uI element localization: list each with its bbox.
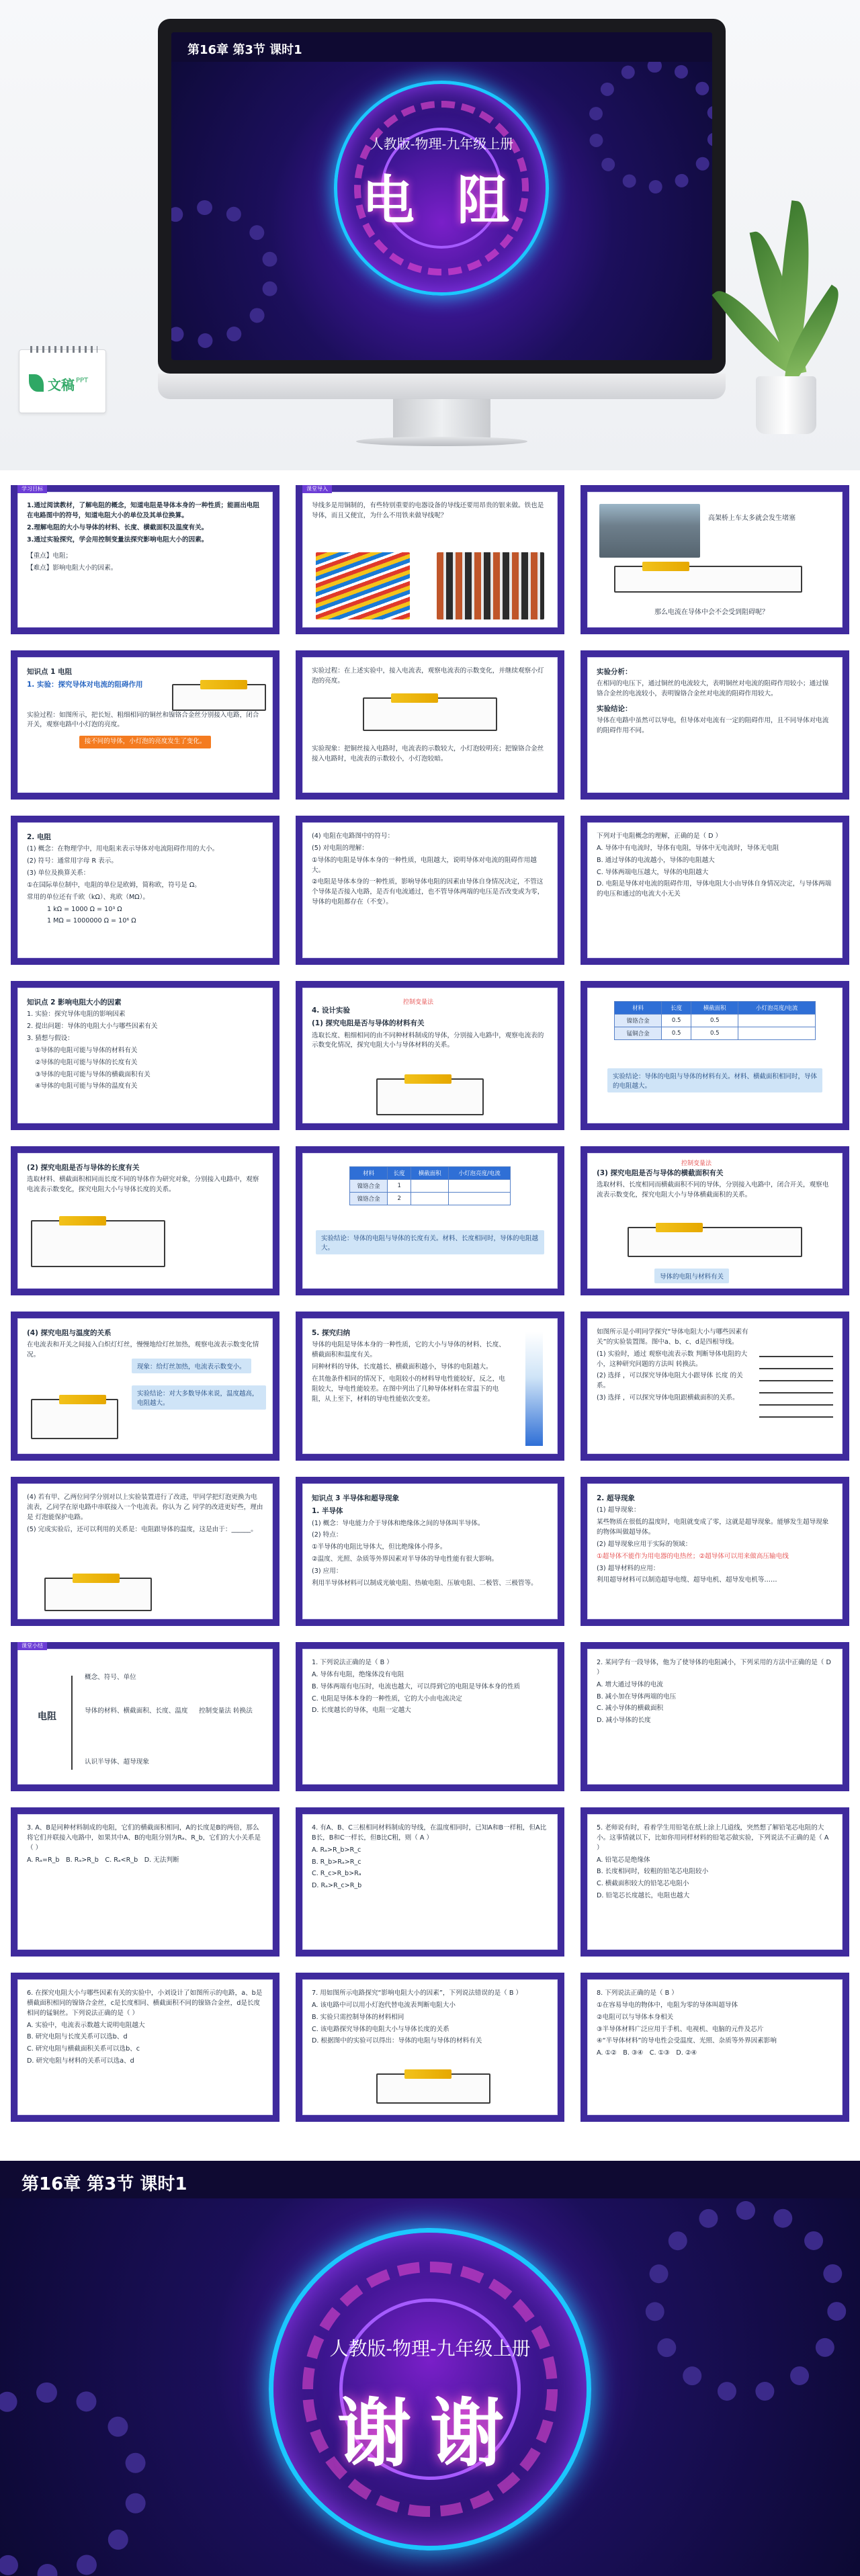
slide-knowledge1 xyxy=(11,650,280,800)
question: 3. A、B是同种材料制成的电阻，它们的横截面积相同，A的长度是B的两倍，那么将它们并联接入电路中，如果其中A、B的电阻分别为Rₐ、R_b，它们的大小关系是（ ） xyxy=(27,1824,261,1852)
option: ④“半导体材料”的导电性会受温度、光照、杂质等外界因素影响 xyxy=(597,2037,777,2045)
lesson-title: 电 阻 xyxy=(361,171,522,231)
slide-temperature xyxy=(11,1312,280,1461)
line: (1) 概念：导电能力介于导体和绝缘体之间的导体叫半导体。 xyxy=(312,1519,484,1527)
option: D. 根据图中的实验可以得出：导体的电阻与导体的材料有关 xyxy=(312,2037,482,2045)
wire-board-diagram xyxy=(759,1345,833,1419)
slide-body xyxy=(597,832,833,902)
slide-exercise-5 xyxy=(580,1807,849,1957)
objective-line: 3.通过实验探究，学会用控制变量法探究影响电阻大小的因素。 xyxy=(27,535,208,544)
slide-semiconductor xyxy=(296,1477,564,1626)
line: 2. 提出问题：导体的电阻大小与哪些因素有关 xyxy=(27,1023,158,1031)
option: ①在容易导电的物体中，电阻为零的导体叫超导体 xyxy=(597,2001,738,2009)
slide-exercise-7 xyxy=(296,1973,564,2122)
thanks-topbar xyxy=(0,2161,860,2198)
option: D. 减小导体的长度 xyxy=(597,1717,651,1725)
line: (1) 概念：在物理学中，用电阻来表示导体对电流阻碍作用的大小。 xyxy=(27,845,219,853)
slide-design-length xyxy=(11,1146,280,1295)
slide-exercise-1 xyxy=(296,1642,564,1791)
slide-body xyxy=(27,1989,263,2069)
slide-body xyxy=(312,1989,548,2049)
experiment-process: 实验过程：在上述实验中，接入电流表，观察电流表的示数变化，并继续观察小灯泡的亮度。 xyxy=(312,667,544,685)
slide-ammeter-exp xyxy=(296,650,564,800)
option: C. 电阻是导体本身的一种性质，它的大小由电流决定 xyxy=(312,1694,462,1703)
section-chip: 学习目标 xyxy=(17,485,47,493)
thanks-title: 谢谢 xyxy=(337,2391,523,2477)
line: ①导体的电阻可能与导体的材料有关 xyxy=(35,1046,138,1054)
option: A. 实验中，电流表示数越大说明电阻越大 xyxy=(27,2021,145,2029)
desk-calendar xyxy=(19,349,106,413)
slide-resistance-def xyxy=(11,816,280,965)
table-cell: 1 xyxy=(388,1180,411,1193)
analysis-heading: 实验分析： xyxy=(597,668,632,676)
analysis-text: 在相同的电压下，通过铜丝的电流较大，表明铜丝对电流的阻碍作用较小；通过镍铬合金丝的电流较小，表明镍铬合金丝对电流的阻碍作用较大。 xyxy=(597,680,829,698)
option: D. 铅笔芯长度越长，电阻也越大 xyxy=(597,1892,690,1900)
slide-analysis xyxy=(580,650,849,800)
line: (4) 电阻在电路图中的符号： xyxy=(312,832,394,840)
table-cell: 0.5 xyxy=(662,1027,691,1040)
knowledge-title: 知识点 1 电阻 xyxy=(27,668,73,676)
question: 6. 在探究电阻大小与哪些因素有关的实验中，小刘设计了如图所示的电路，a、b是横截面积相同的镍铬合金丝，c是长度相同、横截面积不同的镍铬合金丝，d是长度相同的锰铜丝。下列说法正确的是（ ） xyxy=(27,1989,263,2017)
line: (2) 探究电阻是否与导体的长度有关 xyxy=(27,1164,140,1172)
option: A. Rₐ=R_b B. Rₐ>R_b C. Rₐ<R_b D. 无法判断 xyxy=(27,1856,179,1864)
slide-body xyxy=(312,667,548,689)
question: 1. 下列说法正确的是（ B ） xyxy=(312,1659,393,1666)
table-cell: 0.5 xyxy=(691,1015,738,1027)
option: A. Rₐ>R_b>R_c xyxy=(312,1846,361,1854)
table-cell: 0.5 xyxy=(691,1027,738,1040)
slide-body xyxy=(27,1162,263,1197)
method-label: 控制变量法 xyxy=(403,999,434,1006)
course-subtitle: 人教版-物理-九年级上册 xyxy=(329,2337,531,2360)
slide-exercise-8 xyxy=(580,1973,849,2122)
slide-body xyxy=(312,744,548,767)
slide-body xyxy=(27,832,263,929)
question: 下列对于电阻概念的理解，正确的是（ D ） xyxy=(597,832,722,840)
line: 选取长度、粗细相同的由不同种材料制成的导体，分别接入电路中，观察电流表的示数变化情况，探究电阻大小与导体材料的关系。 xyxy=(312,1031,544,1049)
slide-exercise-6 xyxy=(11,1973,280,2122)
slide-body xyxy=(27,501,263,576)
section-chip: 课堂小结 xyxy=(17,1642,47,1650)
line: 导体的电阻是导体本身的一种性质，它的大小与导体的材料、长度、横截面积和温度有关。 xyxy=(312,1341,505,1359)
slide-body xyxy=(597,1658,833,1728)
option: B. 通过导体的电流越小，导体的电阻越大 xyxy=(597,856,715,864)
line: 选取材料、横截面积相同而长度不同的导体作为研究对象，分别接入电路中，观察电流表示数变化，探究电阻大小与导体长度的关系。 xyxy=(27,1176,259,1194)
table-cell: 0.5 xyxy=(662,1015,691,1027)
knowledge-title: 知识点 2 影响电阻大小的因素 xyxy=(27,998,122,1006)
slide-resistance-symbol xyxy=(296,816,564,965)
line: (5) 完成实验后，还可以利用的关系是：电阻跟导体的温度，这是由于：______。 xyxy=(27,1525,257,1533)
table-cell xyxy=(411,1180,449,1193)
slide-body xyxy=(27,1328,263,1363)
circuit-diagram xyxy=(31,1220,165,1267)
slide-body xyxy=(312,501,548,523)
wire-photo xyxy=(316,552,410,619)
line: (2) 特点： xyxy=(312,1531,343,1539)
line: 如图所示是小明同学探究“导体电阻大小与哪些因素有关”的实验装置图。图中a、b、c、d是四根导线。 xyxy=(597,1328,748,1346)
table-header: 长度 xyxy=(388,1167,411,1180)
question: 8. 下列说法正确的是（ B ） xyxy=(597,1989,678,1997)
section-chip: 课堂导入 xyxy=(302,485,332,493)
conclusion-text: 实验结论：导体的电阻与导体的长度有关。材料、长度相同时，导体的电阻越大。 xyxy=(316,1230,544,1254)
line: (3) 超导材料的应用： xyxy=(597,1564,660,1572)
circuit-diagram xyxy=(628,1227,802,1257)
option: A. 铅笔芯是绝缘体 xyxy=(597,1856,650,1864)
screen-topbar xyxy=(171,32,712,62)
conclusion-text: 实验结论：导体的电阻与导体的材料有关。材料、横截面积相同时，导体的电阻越大。 xyxy=(607,1068,822,1092)
monitor xyxy=(158,19,726,374)
option: ③半导体材料广泛应用于手机、电视机、电脑的元件及芯片 xyxy=(597,2025,764,2033)
method-label: 控制变量法 xyxy=(681,1160,712,1167)
line: (4) 探究电阻与温度的关系 xyxy=(27,1329,112,1337)
slide-body xyxy=(597,1168,833,1203)
conclusion-heading: 实验结论： xyxy=(597,704,632,713)
option: D. 长度越长的导体，电阻一定越大 xyxy=(312,1707,411,1715)
experiment-phenomenon: 实验现象：把铜丝接入电路时，电流表的示数较大，小灯泡较明亮；把镍铬合金丝接入电路时，电流表的示数较小，小灯泡较暗。 xyxy=(312,745,544,763)
option: B. 导体两端有电压时，电流也越大，可以得到它的电阻是导体本身的性质 xyxy=(312,1682,521,1690)
table-header: 横截面积 xyxy=(691,1002,738,1015)
option: D. 研究电阻与材料的关系可以选a、d xyxy=(27,2057,134,2065)
experiment-title: 1. 实验：探究导体对电流的阻碍作用 xyxy=(27,681,143,689)
line: 1. 实验：探究导体电阻的影响因素 xyxy=(27,1011,126,1019)
option: B. 实验只需控制导体的材料相同 xyxy=(312,2013,404,2021)
question: 7. 用如图所示电路探究“影响电阻大小的因素”，下列说法错误的是（ B ） xyxy=(312,1989,523,1997)
line: ③导体的电阻可能与导体的横截面积有关 xyxy=(35,1070,150,1078)
option: A. 导体中有电流时，导体有电阻，导体中无电流时，导体无电阻 xyxy=(597,844,779,852)
table-header: 长度 xyxy=(662,1002,691,1015)
mindmap-root: 电阻 xyxy=(38,1711,56,1722)
mindmap-item: 认识半导体、超导现象 xyxy=(85,1758,149,1766)
traffic-photo xyxy=(599,504,700,558)
line: 2. 超导现象 xyxy=(597,1494,635,1502)
option: A. 导体有电阻，绝缘体没有电阻 xyxy=(312,1670,404,1678)
chapter-label: 第16章 第3节 课时1 xyxy=(187,43,302,57)
slide-body xyxy=(27,1493,263,1537)
slide-exercise-4 xyxy=(296,1807,564,1957)
line: (1) 超导现象： xyxy=(597,1506,640,1514)
key-point: 【重点】电阻； xyxy=(27,552,73,560)
slide-body xyxy=(27,997,263,1094)
line: 常用的单位还有千欧（kΩ）、兆欧（MΩ）。 xyxy=(27,893,149,901)
line: (3) 探究电阻是否与导体的横截面积有关 xyxy=(597,1169,724,1177)
line: ①在国际单位制中，电阻的单位是欧姆，简称欧，符号是 Ω。 xyxy=(27,881,201,889)
line: ①超导体不能作为用电器的电热丝；②超导体可以用来做高压输电线 xyxy=(597,1552,789,1560)
gear-decoration-right xyxy=(645,2201,847,2403)
table-header: 小灯泡亮度/电流 xyxy=(449,1167,511,1180)
table-cell: 镍铬合金 xyxy=(350,1180,388,1193)
slide-body xyxy=(312,1493,548,1591)
line: ②导体的电阻可能与导体的长度有关 xyxy=(35,1058,138,1066)
question: 4. 有A、B、C三根相同材料制成的导线，在温度相同时，已知A和B一样粗，但A比B长，B和C一样长，但B比C粗，则（ A ） xyxy=(312,1824,547,1842)
objective-line: 1.通过阅读教材，了解电阻的概念，知道电阻是导体本身的一种性质；能画出电阻在电路图中的符号，知道电阻大小的单位及其单位换算。 xyxy=(27,502,260,519)
conclusion-box xyxy=(132,1385,266,1410)
slide-design-material xyxy=(296,981,564,1130)
thanks-slide xyxy=(0,2161,860,2576)
intro-question: 导线多是用铜制的，有些特别重要的电器设备的导线还要用昂贵的银来做。铁也是导体，而且又便宜，为什么不用铁来做导线呢？ xyxy=(312,502,544,519)
line: (5) 对电阻的理解： xyxy=(312,844,368,852)
slide-objectives xyxy=(11,485,280,634)
brand-logo: 文稿 xyxy=(48,377,75,393)
monitor-stand xyxy=(393,399,490,439)
line: ①半导体的电阻比导体大，但比绝缘体小得多。 xyxy=(312,1543,447,1551)
option: C. 研究电阻与横截面积关系可以选b、c xyxy=(27,2045,140,2053)
line: 2. 电阻 xyxy=(27,833,51,841)
table-header: 材料 xyxy=(350,1167,388,1180)
option: ②电阻可以与导体本身相关 xyxy=(597,2013,674,2021)
line: 4. 设计实验 xyxy=(312,1006,350,1015)
line: (1) 探究电阻是否与导体的材料有关 xyxy=(312,1019,425,1028)
slide-body xyxy=(312,1658,548,1718)
experiment-process: 实验过程：如图所示，把长短、粗细相同的铜丝和镍铬合金丝分别接入电路，闭合开关，观察电路中小灯泡的亮度。 xyxy=(27,711,259,729)
line: ②电阻是导体本身的一种性质，影响导体电阻的因素由导体自身情况决定，不管这个导体是否接入电路，是否有电流通过，也不管导体两端的电压是否改变或为零，导体的电阻都存在（不变）。 xyxy=(312,878,544,906)
circuit-diagram xyxy=(31,1399,118,1439)
monitor-base xyxy=(356,437,527,446)
option: A. 增大通过导体的电流 xyxy=(597,1680,663,1688)
line: 选取材料、长度相同而横截面积不同的导体，分别接入电路中，闭合开关，观察电流表示数变化，探究电阻大小与导体横截面积的关系。 xyxy=(597,1181,829,1199)
difficult-point: 【难点】影响电阻大小的因素。 xyxy=(27,564,118,572)
slide-traffic-analogy xyxy=(580,485,849,634)
circuit-diagram xyxy=(172,684,266,711)
table-cell xyxy=(738,1027,816,1040)
slide-body xyxy=(312,1005,548,1053)
traffic-caption: 高架桥上车太多就会发生堵塞 xyxy=(708,515,796,522)
line: 1 kΩ = 1000 Ω = 10³ Ω xyxy=(47,905,122,913)
monitor-chin xyxy=(158,374,726,399)
line: 利用超导材料可以制造超导电缆、超导电机、超导发电机等…… xyxy=(597,1576,777,1584)
option: C. R_c>R_b>Rₐ xyxy=(312,1870,361,1878)
option: C. 减小导体的横截面积 xyxy=(597,1705,664,1713)
table-cell: 镍铬合金 xyxy=(615,1015,662,1027)
knowledge-title: 知识点 3 半导体和超导现象 xyxy=(312,1494,400,1502)
slide-body xyxy=(27,1823,263,1867)
line: ④导体的电阻可能与导体的温度有关 xyxy=(35,1082,138,1090)
conclusion-box xyxy=(316,1230,544,1254)
line: ②温度、光照、杂质等外界因素对半导体的导电性能有很大影响。 xyxy=(312,1555,499,1563)
option: C. 导体两端电压越大，导体的电阻越大 xyxy=(597,868,709,876)
option: D. Rₐ>R_c>R_b xyxy=(312,1882,362,1890)
line: 利用半导体材料可以制成光敏电阻、热敏电阻、压敏电阻、二极管、三极管等。 xyxy=(312,1579,538,1587)
line: (2) 超导现象应用于实际的领域： xyxy=(597,1540,692,1548)
slide-body xyxy=(312,832,548,910)
table-cell xyxy=(411,1193,449,1205)
table-cell: 2 xyxy=(388,1193,411,1205)
data-table xyxy=(614,1001,816,1040)
option: C. 该电路探究导体的电阻大小与导体长度的关系 xyxy=(312,2025,449,2033)
option: B. 研究电阻与长度关系可以选b、d xyxy=(27,2033,128,2041)
data-table xyxy=(349,1166,511,1205)
slide-body xyxy=(597,1823,833,1903)
table-cell xyxy=(738,1015,816,1027)
line: (3) 选择 ，可以探究导体电阻跟横截面积的关系。 xyxy=(597,1394,739,1402)
option: B. R_b>Rₐ>R_c xyxy=(312,1858,361,1866)
line: (2) 选择 ，可以探究导体电阻大小跟导体 长度 的关系。 xyxy=(597,1372,743,1390)
table-cell xyxy=(449,1180,511,1193)
conclusion-text: 实验结论：对大多数导体来说，温度越高，电阻越大。 xyxy=(132,1385,266,1410)
option: B. 减小加在导体两端的电压 xyxy=(597,1692,677,1701)
line: 1 MΩ = 1000000 Ω = 10⁶ Ω xyxy=(47,917,136,925)
slide-exercise-2 xyxy=(580,1642,849,1791)
line: (3) 单位及换算关系： xyxy=(27,869,90,877)
calendar-rings xyxy=(30,346,97,353)
table-cell: 锰铜合金 xyxy=(615,1027,662,1040)
circuit-diagram xyxy=(376,1078,484,1115)
phenomenon-text: 现象：给灯丝加热，电流表示数变小。 xyxy=(132,1359,251,1373)
line: 某些物质在很低的温度时，电阻就变成了零，这就是超导现象。能够发生超导现象的物体叫做超导体。 xyxy=(597,1518,829,1536)
course-subtitle: 人教版-物理-九年级上册 xyxy=(370,136,514,152)
slide-table-material xyxy=(580,981,849,1130)
leaf-logo-icon xyxy=(29,374,44,392)
slide-body xyxy=(597,667,833,738)
line: 同种材料的导体，长度越长、横截面积越小，导体的电阻越大。 xyxy=(312,1363,492,1371)
question: 5. 老师说有时，看着学生用铅笔在纸上涂上几道线，突然想了解铅笔芯电阻的大小。这事情就以下，比如你用同样材料的铅笔芯做实验，下列说法不正确的是（ A ） xyxy=(597,1824,829,1852)
conductivity-bar xyxy=(525,1332,543,1446)
circuit-diagram xyxy=(376,2073,490,2104)
table-header: 横截面积 xyxy=(411,1167,449,1180)
table-cell: 镍铬合金 xyxy=(350,1193,388,1205)
chapter-label: 第16章 第3节 课时1 xyxy=(22,2174,187,2194)
brand-logo-sub: PPT xyxy=(76,377,89,384)
current-question: 那么电流在导体中会不会受到阻碍呢？ xyxy=(654,609,769,616)
slide-body xyxy=(597,1493,833,1588)
mindmap-branch-line xyxy=(71,1676,73,1770)
option: A. 该电路中可以用小灯泡代替电流表判断电阻大小 xyxy=(312,2001,456,2009)
slide-table-length xyxy=(296,1146,564,1295)
option: B. 长度相同时，较粗的铅笔芯电阻较小 xyxy=(597,1868,709,1876)
table-cell xyxy=(449,1193,511,1205)
objective-line: 2.理解电阻的大小与导体的材料、长度、横截面积及温度有关。 xyxy=(27,523,208,531)
slide-body xyxy=(312,1823,548,1893)
option: A. ①② B. ③④ C. ①③ D. ②④ xyxy=(597,2049,697,2057)
slide-body xyxy=(312,1328,511,1406)
cable-photo xyxy=(437,552,544,619)
monitor-screen xyxy=(171,32,712,360)
mindmap-item: 概念、符号、单位 xyxy=(85,1674,136,1681)
option: C. 横截面积较大的铅笔芯电阻小 xyxy=(597,1880,689,1888)
slide-body xyxy=(597,1989,833,2061)
line: 1. 半导体 xyxy=(312,1507,343,1516)
slide-design-area xyxy=(580,1146,849,1295)
line: 3. 猜想与假设： xyxy=(27,1034,74,1042)
line: (1) 实验时，通过 观察电流表示数 判断导体电阻的大小，这种研究问题的方法叫 转换法。 xyxy=(597,1350,748,1368)
line: (2) 符号：通常用字母 R 表示。 xyxy=(27,857,118,865)
slide-exercise-apparatus xyxy=(580,1312,849,1461)
line: ①导体的电阻是导体本身的一种性质，电阻越大，说明导体对电流的阻碍作用越大。 xyxy=(312,856,537,874)
line: 5. 探究归纳 xyxy=(312,1329,350,1337)
line: 在电流表和开关之间接入白炽灯灯丝，慢慢地给灯丝加热，观察电流表示数变化情况。 xyxy=(27,1341,259,1359)
phenomenon-box xyxy=(132,1359,259,1373)
material-tag: 导体的电阻与材料有关 xyxy=(654,1269,729,1283)
wire-diagram xyxy=(614,566,802,593)
conclusion-box xyxy=(607,1068,822,1092)
slide-summary-factors xyxy=(296,1312,564,1461)
slide-knowledge2 xyxy=(11,981,280,1130)
plant-pot xyxy=(756,376,816,434)
line: 在其他条件相同的情况下，电阻较小的材料导电性能较好，反之，电阻较大，导电性能较差。在图中列出了几种导体材料在常温下的电阻，从上至下，材料的导电性能依次变差。 xyxy=(312,1375,505,1403)
slide-superconductor xyxy=(580,1477,849,1626)
slide-intro xyxy=(296,485,564,634)
table-header: 材料 xyxy=(615,1002,662,1015)
slide-exercise-improve xyxy=(11,1477,280,1626)
title-slide xyxy=(0,0,860,470)
line: (3) 应用： xyxy=(312,1567,343,1575)
circuit-diagram xyxy=(363,697,497,731)
line: (4) 若有甲、乙两位同学分别对以上实验装置进行了改进，甲同学把灯泡更换为电流表，乙同学在原电路中串联接入一个电流表。你认为 乙 同学的改进更好些，理由是 灯泡能保护电路。 xyxy=(27,1494,263,1521)
question: 2. 某同学有一段导体，他为了使导体的电阻减小，下列采用的方法中正确的是（ D ） xyxy=(597,1659,831,1676)
conclusion-text: 导体在电路中虽然可以导电，但导体对电流有一定的阻碍作用，且不同导体对电流的阻碍作用不同。 xyxy=(597,717,829,735)
mindmap-item: 导体的材料、横截面积、长度、温度 xyxy=(85,1707,188,1715)
slide-quiz-concept xyxy=(580,816,849,965)
circuit-diagram xyxy=(44,1578,152,1611)
option: D. 电阻是导体对电流的阻碍作用，导体电阻大小由导体自身情况决定，与导体两端的电压和通过的电流大小无关 xyxy=(597,880,832,898)
table-header: 小灯泡亮度/电流 xyxy=(738,1002,816,1015)
slide-class-summary xyxy=(11,1642,280,1791)
slide-exercise-3 xyxy=(11,1807,280,1957)
slide-body xyxy=(597,1328,755,1406)
result-tag: 接不同的导体，小灯泡的亮度发生了变化。 xyxy=(79,736,212,748)
mindmap-item: 控制变量法 转换法 xyxy=(199,1707,253,1715)
